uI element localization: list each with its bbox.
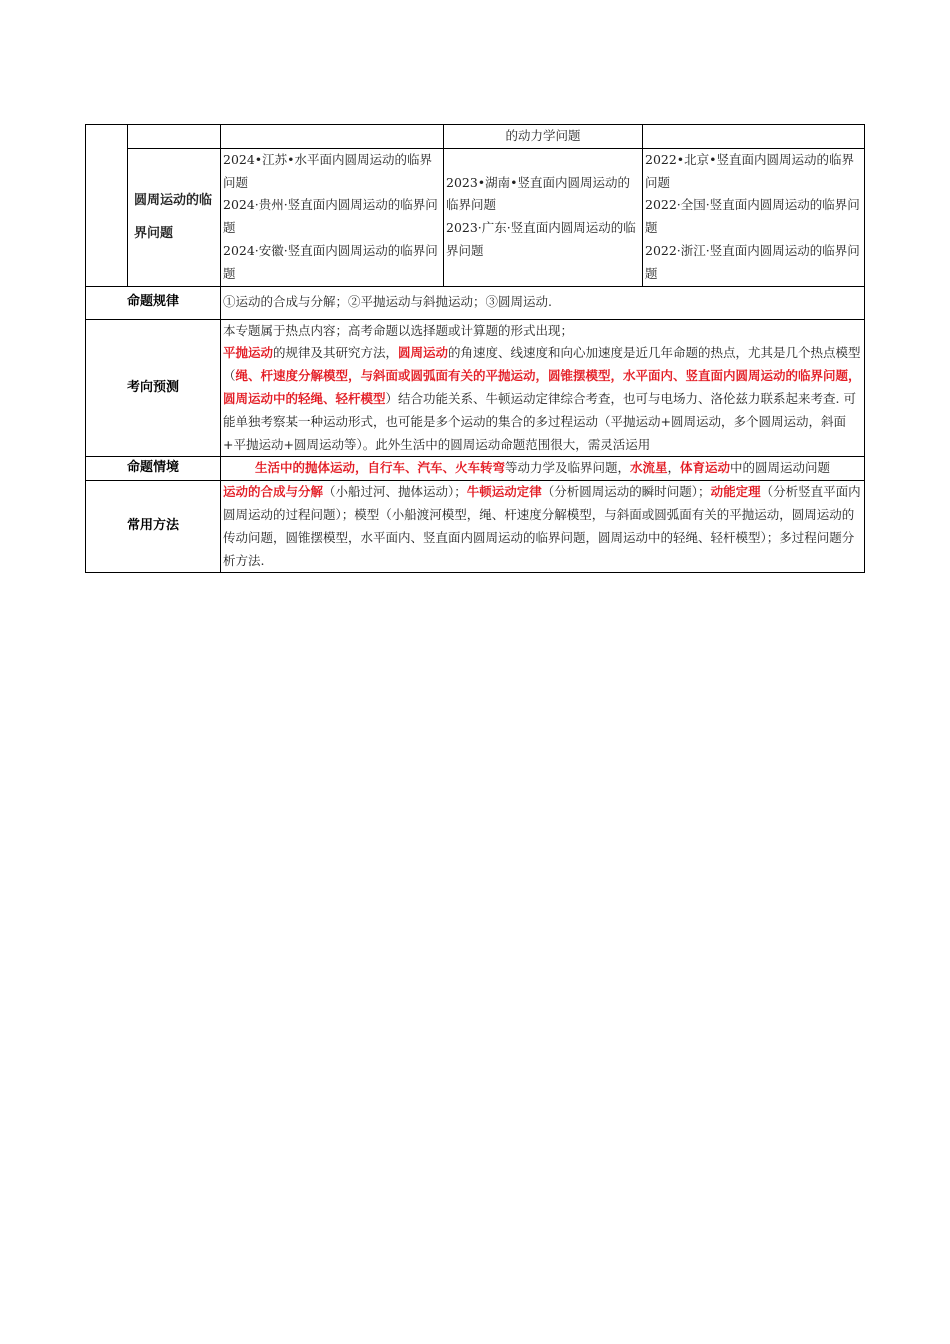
body-text: 的角速度、线速度和向心加速度是近几年命题的热点，尤其是几个热点模型（ [223,345,861,384]
highlight: 体育运动 [680,460,731,476]
body-text: （分析圆周运动的瞬时问题）； [541,484,711,500]
methods-label: 常用方法 [86,481,221,573]
year-2024-cell [221,125,444,149]
topic-cell [128,125,221,149]
body-text: ）结合功能关系、牛顿运动定律综合考查，也可与电场力、洛伦兹力联系起来考查. 可能单独考察某一种运动形式，也可能是多个运动的集合的多过程运动（平抛运动+圆周运动，多个圆周运动，斜面+平抛运动+圆周运动等）。此外生活中的圆周运动命题范围很大，需灵活运用 [223,390,856,452]
highlight: 运动的合成与分解 [223,484,324,500]
body-text: 等动力学及临界问题， [504,460,630,476]
context-label: 命题情境 [86,457,221,481]
highlight: 绳、杆速度分解模型，与斜面或圆弧面有关的平抛运动，圆锥摆模型，水平面内、竖直面内圆周运动的临界问题，圆周运动中的轻绳、轻杆模型 [223,368,861,406]
exam-ref: 2022·全国·竖直面内圆周运动的临界问题 [645,197,860,236]
highlight: 动能定理 [710,484,761,500]
exam-ref: 2022•北京•竖直面内圆周运动的临界问题 [645,151,855,190]
exam-analysis-table [85,124,865,573]
exam-ref: 2023•湖南•竖直面内圆周运动的临界问题 [446,174,631,213]
highlight: 牛顿运动定律 [466,484,542,500]
year-2022-cell [643,125,865,149]
table-row [86,286,865,319]
table-row [86,148,865,286]
highlight: 生活中的抛体运动，自行车、汽车、火车转弯 [254,460,505,476]
context-text [221,457,865,481]
forecast-text [221,319,865,457]
table-row [86,125,865,149]
highlight: 平抛运动 [223,345,274,361]
forecast-label: 考向预测 [86,319,221,457]
exam-ref: 2022·浙江·竖直面内圆周运动的临界问题 [645,242,860,281]
body-text: （分析竖直平面内圆周运动的过程问题）；模型（小船渡河模型，绳、杆速度分解模型，与斜面或圆弧面有关的平抛运动，圆周运动的传动问题，圆锥摆模型，水平面内、竖直面内圆周运动的临界问题，圆周运动中的轻绳、轻杆模型）；多过程问题分析方法. [223,484,861,568]
exam-ref: 2024·贵州·竖直面内圆周运动的临界问题 [223,197,438,236]
highlight: 圆周运动 [398,345,449,361]
rule-label: 命题规律 [86,286,221,319]
topic-circle-critical: 圆周运动的临界问题 [128,148,221,286]
rule-text: ①运动的合成与分解；②平抛运动与斜抛运动；③圆周运动. [221,286,865,319]
year-2024-cell [221,148,444,286]
body-text: 中的圆周运动问题 [730,460,831,476]
table-row [86,481,865,573]
body-text: 的规律及其研究方法， [273,345,399,361]
category-cell [86,125,128,287]
body-text: ， [667,460,681,476]
forecast-intro: 本专题属于热点内容；高考命题以选择题或计算题的形式出现； [223,322,574,338]
exam-ref: 2024•江苏•水平面内圆周运动的临界问题 [223,151,433,190]
methods-text [221,481,865,573]
exam-ref: 2024·安徽·竖直面内圆周运动的临界问题 [223,242,438,281]
table-row [86,319,865,457]
exam-ref: 2023·广东·竖直面内圆周运动的临界问题 [446,220,636,258]
year-2023-cell [444,148,643,286]
highlight: 水流星 [629,460,668,476]
table-row [86,457,865,481]
year-2023-cell: 的动力学问题 [444,125,643,149]
body-text: （小船过河、抛体运动）； [323,484,467,500]
year-2022-cell [643,148,865,286]
